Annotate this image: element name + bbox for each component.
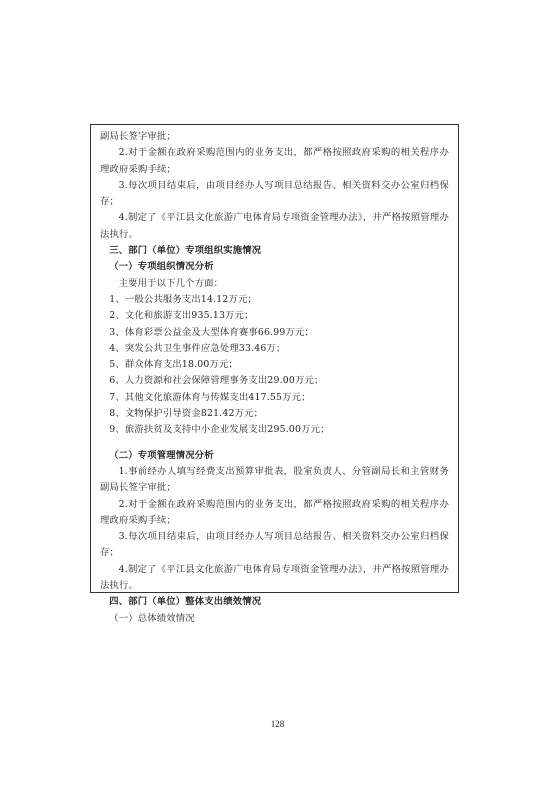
subsection-heading: （一）专项组织情况分析 [109,261,214,273]
paragraph: 主要用于以下几个方面： [118,277,224,289]
document-content-box [90,124,459,624]
list-item: 9、旅游扶贫及支持中小企业发展支出295.00万元； [109,424,330,436]
list-item: 8、文物保护引导资金821.42万元； [109,408,264,420]
section-heading: 三、部门（单位）专项组织实施情况 [109,245,262,257]
list-item: 1、一般公共服务支出14.12万元； [109,293,257,305]
paragraph: 4.制定了《平江县文化旅游广电体育局专项资金管理办法》，并严格按照管理办法执行。 [100,563,449,592]
list-item: 7、其他文化旅游体育与传媒支出417.55万元； [109,391,311,403]
subsection-heading: （二）专项管理情况分析 [109,449,214,461]
list-item: 4、突发公共卫生事件应急处理33.46万； [109,342,286,354]
paragraph: 3.每次项目结束后，由项目经办人写项目总结报告、相关资料交办公室归档保存； [100,531,449,559]
subsection-heading: （一）总体绩效情况 [109,612,195,624]
paragraph: 3.每次项目结束后，由项目经办人写项目总结报告、相关资料交办公室归档保存； [100,179,449,208]
paragraph: 2.对于金额在政府采购范围内的业务支出，都严格按照政府采购的相关程序办理政府采购手续； [100,498,449,526]
paragraph: 4.制定了《平江县文化旅游广电体育局专项资金管理办法》，并严格按照管理办法执行。 [100,212,449,240]
list-item: 2、文化和旅游支出935.13万元； [109,310,254,322]
continuation-line: 副局长签字审批； [100,131,176,142]
list-item: 5、群众体育支出18.00万元； [109,359,238,371]
list-item: 3、体育彩票公益金及大型体育赛事66.99万元； [109,326,314,338]
list-item: 6、人力资源和社会保障管理事务支出29.00万元； [109,375,324,387]
paragraph: 1.事前经办人填写经费支出预算审批表，股室负责人、分管副局长和主管财务副局长签字审批； [100,465,449,494]
page-number: 128 [270,719,285,729]
section-heading: 四、部门（单位）整体支出绩效情况 [109,596,262,608]
paragraph: 2.对于金额在政府采购范围内的业务支出，都严格按照政府采购的相关程序办理政府采购手续； [100,147,449,175]
